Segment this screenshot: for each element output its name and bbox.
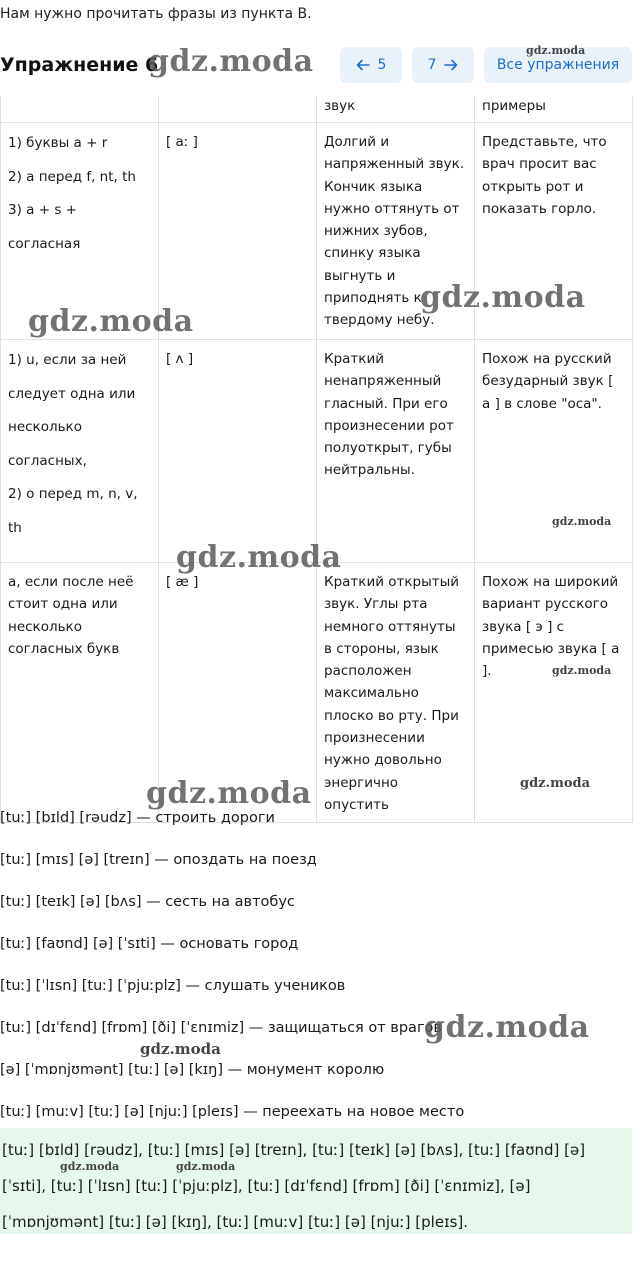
table-row xyxy=(1,123,633,340)
watermark: gdz.moda xyxy=(552,664,612,677)
table-header-row xyxy=(1,96,633,123)
watermark: gdz.moda xyxy=(176,1160,236,1173)
ipa-cell xyxy=(159,563,317,823)
rule-cell xyxy=(1,340,159,563)
example-cell: Похож на широкий вариант русского звука [ э ] с примесью звука [ а ]. xyxy=(475,563,633,823)
table-row xyxy=(1,563,633,823)
header-cell: примеры xyxy=(475,96,633,123)
phrase-line: [tuː] [bɪld] [rəudz] — строить дороги xyxy=(0,810,275,826)
description-cell: Долгий и напряженный звук. Кончик языка нужно оттянуть от нижних зубов, спинку языка выгнуть и приподнять к твердому небу. xyxy=(317,123,475,340)
next-exercise-button[interactable] xyxy=(412,47,474,83)
phonetics-table-viewport xyxy=(0,96,632,813)
watermark: gdz.moda xyxy=(28,304,194,339)
all-exercises-button[interactable] xyxy=(484,47,632,83)
watermark: gdz.moda xyxy=(424,1010,590,1045)
prev-exercise-label: 5 xyxy=(377,57,387,73)
ipa-symbol: [ æ ] xyxy=(166,574,199,590)
watermark: gdz.moda xyxy=(140,1040,221,1058)
watermark: gdz.moda xyxy=(176,540,342,575)
watermark: gdz.moda xyxy=(526,44,586,57)
phrase-line: [tuː] [muːv] [tuː] [ə] [njuː] [pleɪs] — переехать на новое место xyxy=(0,1104,465,1120)
watermark: gdz.moda xyxy=(420,280,586,315)
ipa-cell xyxy=(159,123,317,340)
all-exercises-label: Все упражнения xyxy=(496,57,620,73)
rule-line: 2) o перед m, n, v, th xyxy=(8,486,138,536)
rule-line: 2) a перед f, nt, th xyxy=(8,168,136,185)
phrase-line: [tuː] [ˈlɪsn] [tuː] [ˈpjuːplz] — слушать учеников xyxy=(0,978,346,994)
table-row xyxy=(1,340,633,563)
example-cell: Похож на русский безударный звук [ а ] в слове "оса". xyxy=(475,340,633,563)
phrase-line: [tuː] [teɪk] [ə] [bʌs] — сесть на автобус xyxy=(0,894,295,910)
prev-exercise-button[interactable] xyxy=(340,47,402,83)
watermark: gdz.moda xyxy=(552,515,612,528)
ipa-symbol: [ aː ] xyxy=(166,134,198,150)
next-exercise-label: 7 xyxy=(427,57,437,73)
phrase-line: [tuː] [dɪˈfɛnd] [frɒm] [ði] [ˈɛnɪmiz] — защищаться от врагов xyxy=(0,1020,442,1036)
phonetics-table xyxy=(0,96,633,823)
rule-line: a, если после неё стоит одна или несколько согласных букв xyxy=(8,574,134,657)
ipa-symbol: [ ʌ ] xyxy=(166,351,194,367)
example-cell: Представьте, что врач просит вас открыть рот и показать горло. xyxy=(475,123,633,340)
rule-line: 1) буквы a + r xyxy=(8,135,108,151)
header-cell: звук xyxy=(317,96,475,123)
watermark: gdz.moda xyxy=(60,1160,120,1173)
arrow-left-icon xyxy=(356,59,370,71)
rule-cell xyxy=(1,563,159,823)
header-cell xyxy=(159,96,317,123)
intro-text: Нам нужно прочитать фразы из пункта B. xyxy=(0,6,312,22)
rule-line: 1) u, если за ней следует одна или несколько согласных, xyxy=(8,352,136,469)
watermark: gdz.moda xyxy=(146,776,312,811)
phrase-line: [ə] [ˈmɒnjʊmənt] [tuː] [ə] [kɪŋ] — монумент королю xyxy=(0,1062,385,1078)
header-cell xyxy=(1,96,159,123)
watermark: gdz.moda xyxy=(520,776,591,791)
description-cell: Краткий ненапряженный гласный. При его произнесении рот полуоткрыт, губы нейтральны. xyxy=(317,340,475,563)
rule-cell xyxy=(1,123,159,340)
watermark: gdz.moda xyxy=(148,44,314,79)
arrow-right-icon xyxy=(444,59,458,71)
rule-line: 3) a + s + согласная xyxy=(8,202,81,252)
phrase-line: [tuː] [mɪs] [ə] [treɪn] — опоздать на поезд xyxy=(0,852,317,868)
ipa-cell xyxy=(159,340,317,563)
phrase-line: [tuː] [faʊnd] [ə] [ˈsɪti] — основать город xyxy=(0,936,299,952)
description-cell: Краткий открытый звук. Углы рта немного оттянуты в стороны, язык расположен максимально плоско во рту. При произнесении нужно довольно энергично опустить xyxy=(317,563,475,823)
page-title: Упражнение 6 xyxy=(0,54,159,76)
answer-block: [tuː] [bɪld] [rəudz], [tuː] [mɪs] [ə] [treɪn], [tuː] [teɪk] [ə] [bʌs], [tuː] [faʊnd] [ə] [ˈsɪti], [tuː] [ˈlɪsn] [tuː] [ˈpjuːplz], [tuː] [dɪˈfɛnd] [frɒm] [ði] [ˈɛnɪmiz], [ə] [ˈmɒnjʊmənt] [tuː] [ə] [kɪŋ], [tuː] [muːv] [tuː] [ə] [njuː] [pleɪs]. xyxy=(0,1128,632,1234)
